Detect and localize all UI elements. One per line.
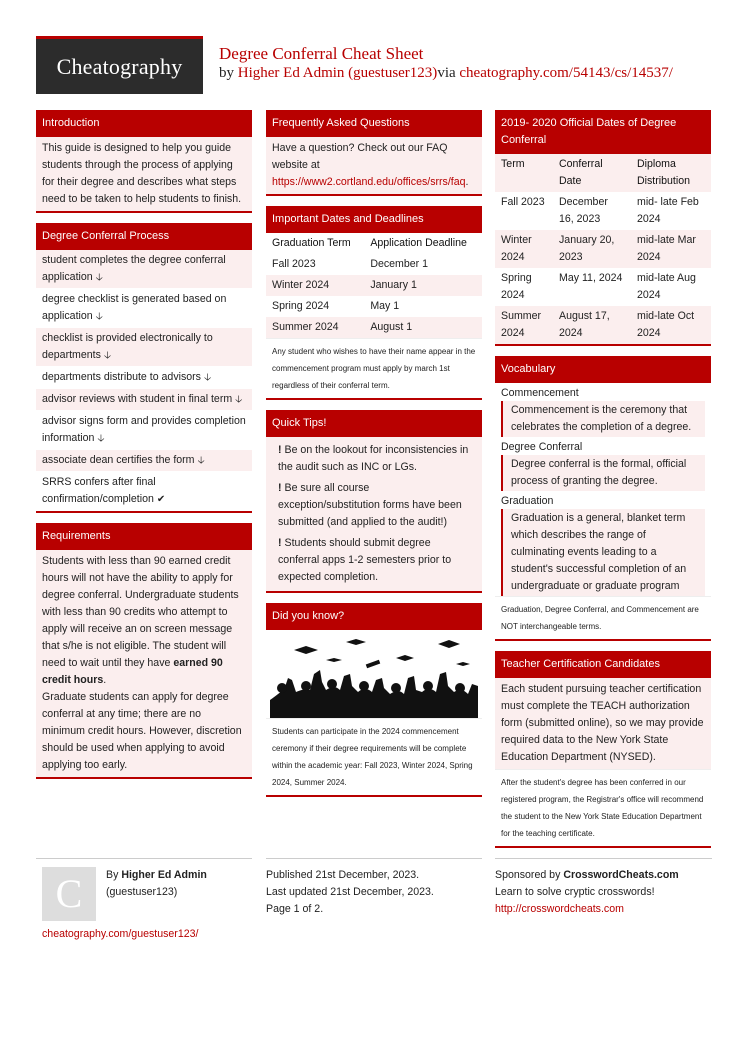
table-header-row: [266, 233, 482, 254]
byline-via: via: [437, 65, 456, 81]
footer-author: [36, 858, 252, 940]
footer-sponsor: [495, 858, 712, 928]
byline: [219, 65, 673, 82]
process-list: [36, 250, 252, 511]
list-item: advisor reviews with student in final term 🡣: [36, 389, 252, 411]
vocab-term: Graduation: [495, 491, 711, 509]
deadlines-note: Any student who wishes to have their name appear in the commencement program must apply by march 1st regardless of their conferral term.: [266, 338, 482, 398]
deadlines-table: [266, 233, 482, 338]
table-row: Summer 2024 August 1: [266, 317, 482, 338]
arrow-down-icon: 🡣: [103, 350, 112, 361]
published-date: Published 21st December, 2023.: [266, 869, 420, 881]
section-title: Quick Tips!: [266, 410, 482, 437]
section-title: Requirements: [36, 523, 252, 550]
section-title: Did you know?: [266, 603, 482, 630]
page-header: [36, 36, 712, 94]
page-footer: [36, 858, 712, 948]
teacher-note: After the student's degree has been conferred in our registered program, the Registrar's office will recommend the student to the New York State Education Department for the teaching certificate.: [495, 769, 711, 846]
list-item: ! Be sure all course exception/substitution forms have been submitted (and applied to the audit!): [278, 482, 462, 528]
section-title: 2019- 2020 Official Dates of Degree Conferral: [495, 110, 711, 154]
faq-section: [266, 110, 482, 196]
official-dates-table: [495, 154, 711, 344]
table-row: Spring 2024 May 11, 2024 mid-late Aug 2024: [495, 268, 711, 306]
table-row: Fall 2023 December 16, 2023 mid- late Feb 2024: [495, 192, 711, 230]
footer-author-name[interactable]: Higher Ed Admin: [121, 869, 207, 881]
introduction-section: [36, 110, 252, 213]
arrow-down-icon: 🡣: [97, 433, 105, 444]
list-item: SRRS confers after final confirmation/completion ✔: [36, 472, 252, 511]
list-item: checklist is provided electronically to departments 🡣: [36, 328, 252, 367]
list-item: departments distribute to advisors 🡣: [36, 367, 252, 389]
footer-dates: [266, 858, 482, 928]
deadlines-section: [266, 206, 482, 400]
tips-section: [266, 410, 482, 593]
section-title: Frequently Asked Questions: [266, 110, 482, 137]
vocab-note: Graduation, Degree Conferral, and Commencement are NOT interchangeable terms.: [495, 596, 711, 639]
graduation-silhouette-image: [266, 630, 482, 718]
list-item: ! Be on the lookout for inconsistencies in the audit such as INC or LGs.: [278, 444, 469, 473]
process-section: [36, 223, 252, 513]
section-title: Degree Conferral Process: [36, 223, 252, 250]
faq-link[interactable]: https://www2.cortland.edu/offices/srrs/faq: [272, 176, 466, 188]
list-item: advisor signs form and provides completion information 🡣: [36, 411, 252, 450]
sponsor-name[interactable]: CrosswordCheats.com: [563, 869, 679, 881]
sheet-url-link[interactable]: cheatography.com/54143/cs/14537/: [459, 65, 673, 81]
profile-link[interactable]: cheatography.com/guestuser123/: [42, 928, 199, 940]
list-item: degree checklist is generated based on application 🡣: [36, 289, 252, 328]
arrow-down-icon: 🡣: [197, 455, 205, 466]
section-title: Teacher Certification Candidates: [495, 651, 711, 678]
check-circle-icon: ✔: [156, 494, 166, 505]
arrow-down-icon: 🡣: [203, 372, 212, 383]
official-dates-section: [495, 110, 711, 346]
section-title: Important Dates and Deadlines: [266, 206, 482, 233]
did-you-know-note: Students can participate in the 2024 commencement ceremony if their degree requirements will be complete within the academic year: Fall 2023, Winter 2024, Spring 2024, Summer 2024.: [266, 718, 482, 795]
teacher-text: Each student pursuing teacher certification must complete the TEACH authorization form (submitted online), so we may provide required data to the New York State Education Department (NYSED).: [495, 678, 711, 769]
vocab-definition: Degree conferral is the formal, official process of granting the degree.: [501, 455, 705, 491]
column-header: Graduation Term: [266, 233, 364, 254]
tips-list: [266, 437, 482, 591]
vocab-term: Commencement: [495, 383, 711, 401]
column-1: [36, 110, 252, 789]
arrow-down-icon: 🡣: [235, 394, 243, 405]
sponsor-tagline: Learn to solve cryptic crosswords!: [495, 886, 655, 898]
did-you-know-section: [266, 603, 482, 797]
avatar[interactable]: C: [42, 867, 96, 921]
footer-handle: (guestuser123): [106, 886, 178, 898]
exclamation-icon: !: [278, 537, 282, 549]
table-row: Winter 2024 January 20, 2023 mid-late Mar 2024: [495, 230, 711, 268]
requirements-section: [36, 523, 252, 779]
column-header: Application Deadline: [364, 233, 482, 254]
table-row: Winter 2024 January 1: [266, 275, 482, 296]
table-row: Spring 2024 May 1: [266, 296, 482, 317]
requirements-text: Students with less than 90 earned credit hours will not have the ability to apply for degree conferral. Undergraduate students with less than 90 credits who attempt to apply will receive an on screen message that s/he is not eligible. The student will need to wait until they have earned 90 credit hours. Graduate students can apply for degree conferral at any time; there are no minimum credit hours. However, discretion should be used when applying to avoid applying too early.: [36, 550, 252, 777]
vocabulary-section: [495, 356, 711, 641]
column-header: Conferral Date: [553, 154, 631, 192]
page-number: Page 1 of 2.: [266, 903, 324, 915]
page-title: Degree Conferral Cheat Sheet: [219, 44, 424, 63]
list-item: associate dean certifies the form 🡣: [36, 450, 252, 472]
cheatography-logo[interactable]: Cheatography: [36, 36, 203, 94]
footer-author-info: By Higher Ed Admin (guestuser123): [106, 869, 207, 898]
exclamation-icon: !: [278, 482, 282, 494]
updated-date: Last updated 21st December, 2023.: [266, 886, 434, 898]
list-item: student completes the degree conferral application 🡣: [36, 250, 252, 289]
list-item: ! Students should submit degree conferral apps 1-2 semesters prior to expected completion.: [278, 537, 452, 583]
arrow-down-icon: 🡣: [95, 272, 103, 283]
column-2: [266, 110, 482, 807]
column-header: Diploma Distribution: [631, 154, 711, 192]
table-row: Fall 2023 December 1: [266, 254, 482, 275]
section-title: Introduction: [36, 110, 252, 137]
byline-by: by: [219, 65, 234, 81]
author-link[interactable]: Higher Ed Admin (guestuser123): [237, 65, 438, 81]
vocab-term: Degree Conferral: [495, 437, 711, 455]
intro-text: This guide is designed to help you guide students through the process of applying for their degree and describes what steps need to be taken to help students to finish.: [36, 137, 252, 211]
vocab-definition: Graduation is a general, blanket term which describes the range of culminating events leading to a student's successful completion of an undergraduate or graduate program: [501, 509, 705, 596]
sponsor-line: Sponsored by CrosswordCheats.com: [495, 869, 679, 881]
section-title: Vocabulary: [495, 356, 711, 383]
column-3: [495, 110, 711, 858]
vocab-definition: Commencement is the ceremony that celebrates the completion of a degree.: [501, 401, 705, 437]
table-header-row: [495, 154, 711, 192]
column-header: Term: [495, 154, 553, 192]
sponsor-link[interactable]: http://crosswordcheats.com: [495, 903, 624, 915]
teacher-certification-section: [495, 651, 711, 848]
exclamation-icon: !: [278, 444, 282, 456]
table-row: Summer 2024 August 17, 2024 mid-late Oct 2024: [495, 306, 711, 344]
faq-text: Have a question? Check out our FAQ website at https://www2.cortland.edu/offices/srrs/faq.: [266, 137, 482, 194]
arrow-down-icon: 🡣: [95, 311, 103, 322]
